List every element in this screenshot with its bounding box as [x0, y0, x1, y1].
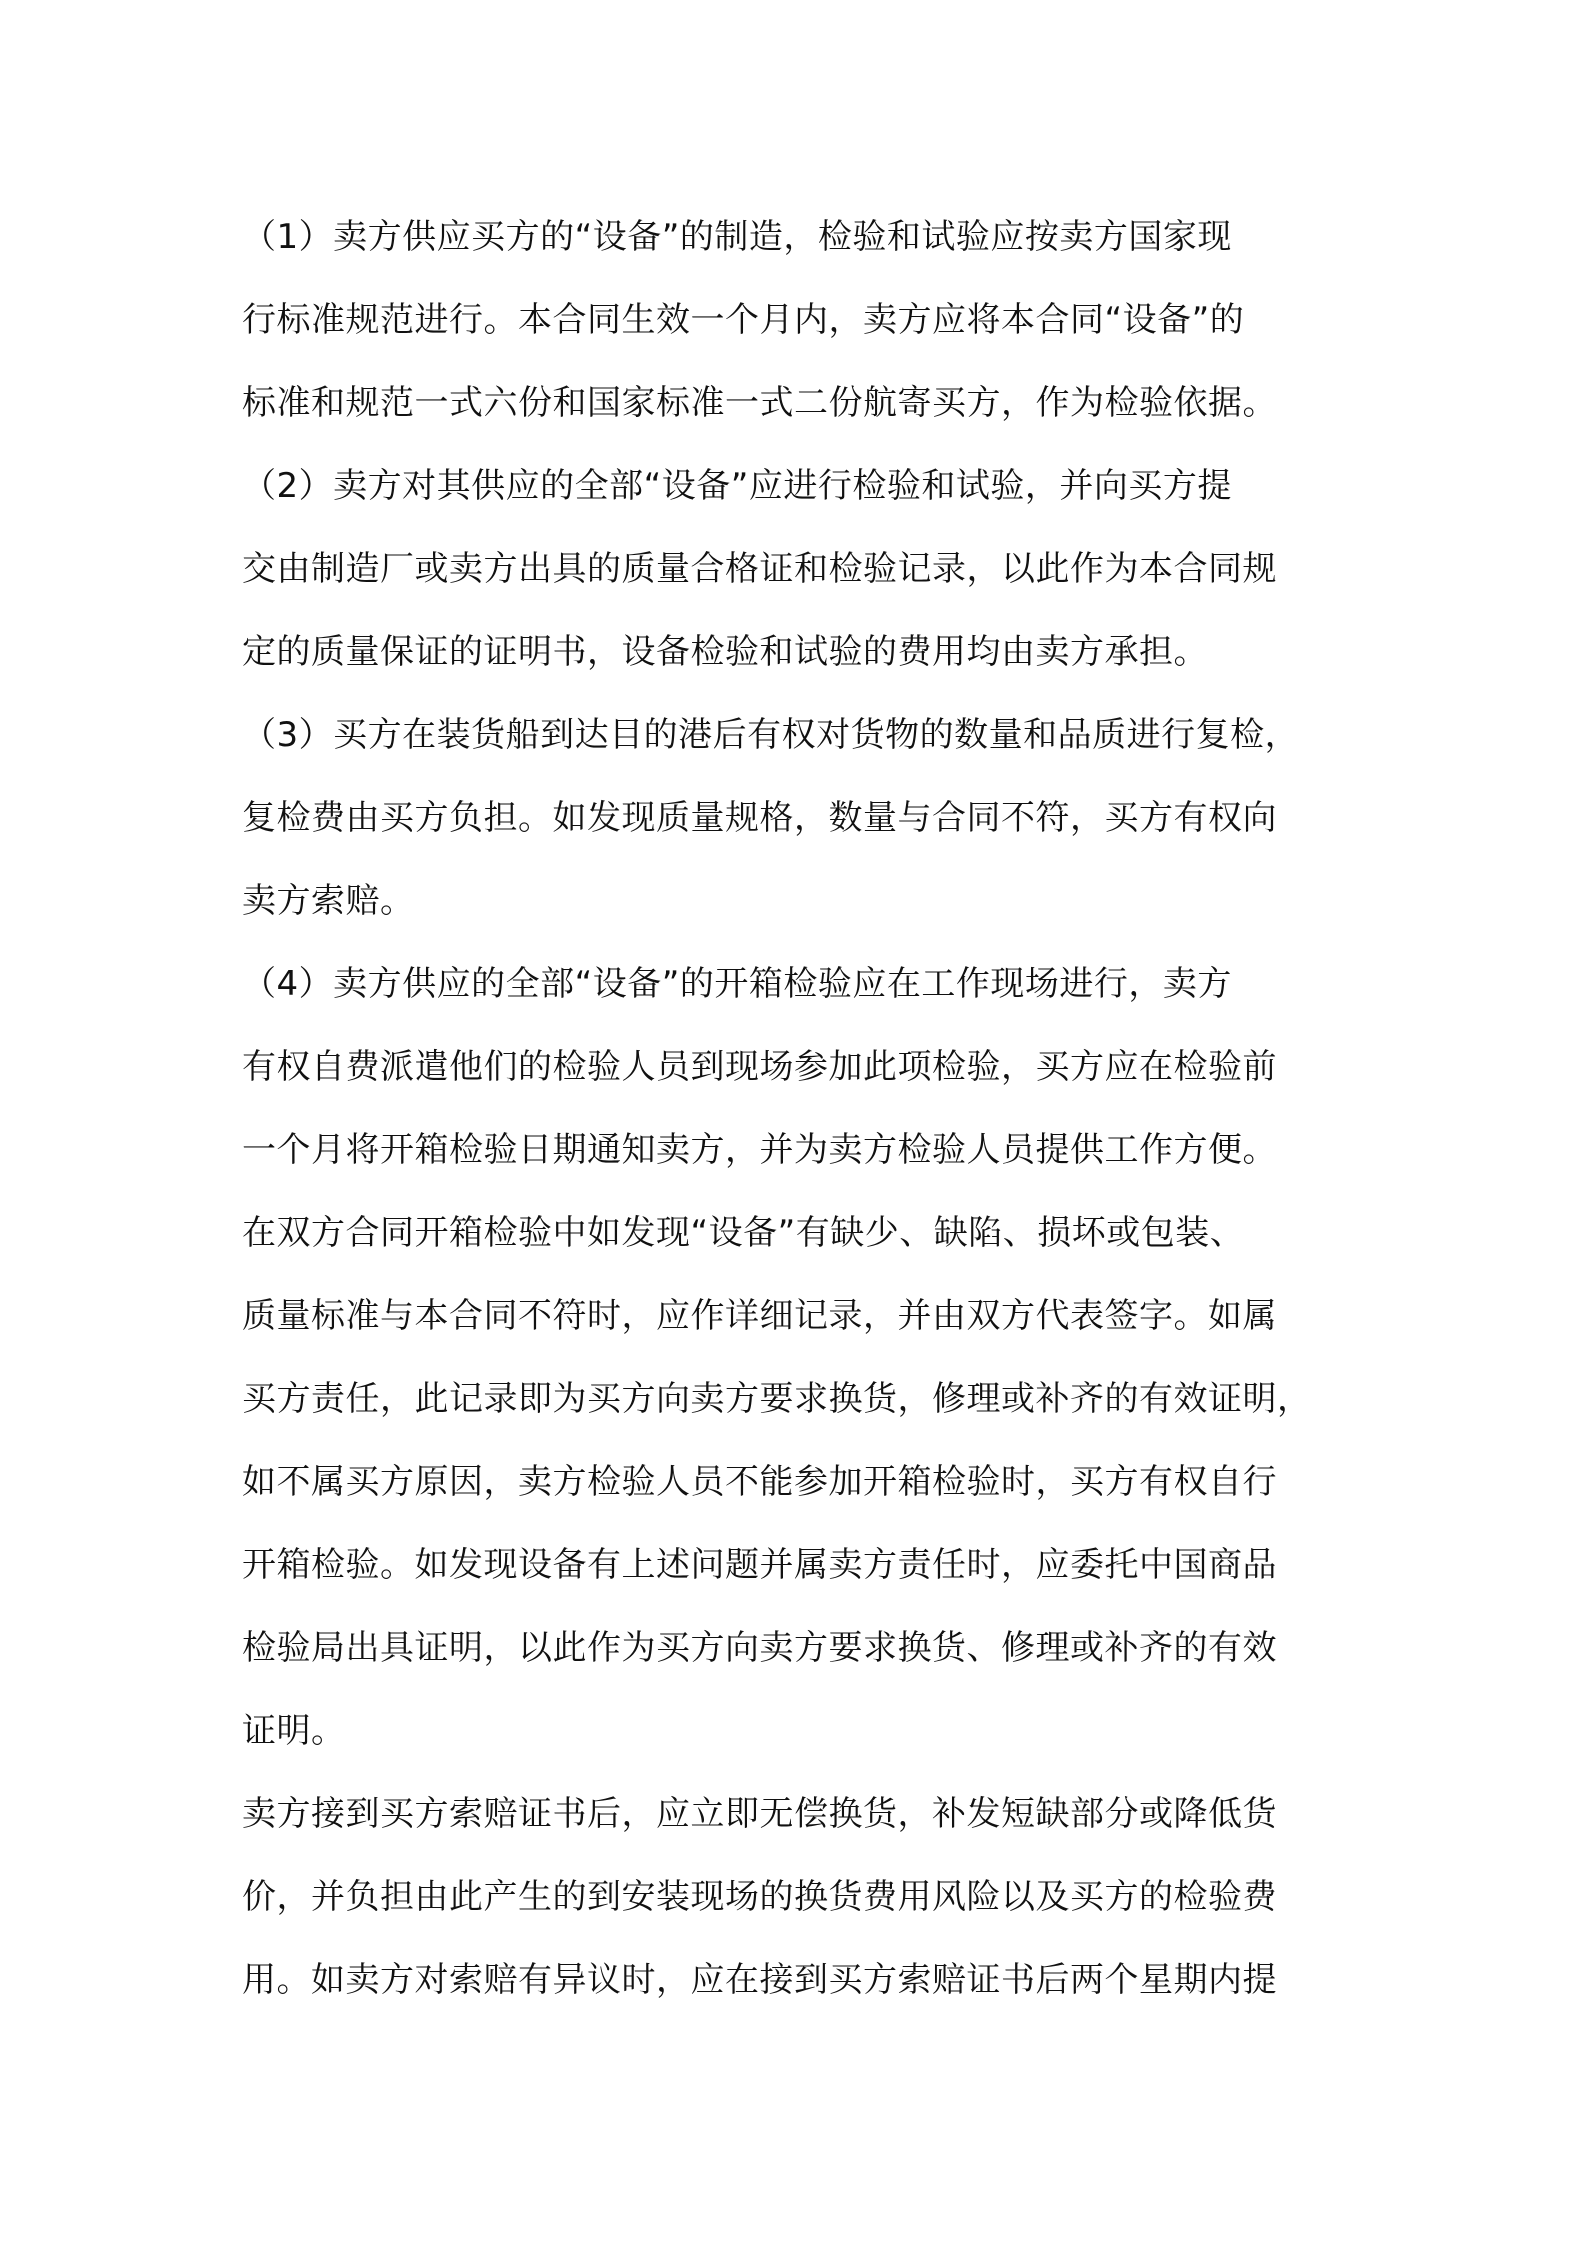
text-line: 交由制造厂或卖方出具的质量合格证和检验记录，以此作为本合同规 — [242, 549, 1277, 589]
text-line: 检验局出具证明，以此作为买方向卖方要求换货、修理或补齐的有效 — [242, 1628, 1277, 1668]
text-line: 开箱检验。如发现设备有上述问题并属卖方责任时，应委托中国商品 — [242, 1545, 1277, 1585]
text-line: （2）卖方对其供应的全部“设备”应进行检验和试验，并向买方提 — [242, 466, 1232, 506]
text-line: 行标准规范进行。本合同生效一个月内，卖方应将本合同“设备”的 — [242, 300, 1245, 340]
text-line: 卖方索赔。 — [242, 881, 415, 921]
text-line: 如不属买方原因，卖方检验人员不能参加开箱检验时，买方有权自行 — [242, 1462, 1277, 1502]
text-line: （1）卖方供应买方的“设备”的制造，检验和试验应按卖方国家现 — [242, 217, 1232, 257]
text-line: 卖方接到买方索赔证书后，应立即无偿换货，补发短缺部分或降低货 — [242, 1794, 1277, 1834]
contract-text-body — [242, 196, 1362, 2022]
text-line: 买方责任，此记录即为买方向卖方要求换货，修理或补齐的有效证明， — [242, 1379, 1312, 1419]
text-line: 有权自费派遣他们的检验人员到现场参加此项检验，买方应在检验前 — [242, 1047, 1277, 1087]
text-line: 用。如卖方对索赔有异议时，应在接到买方索赔证书后两个星期内提 — [242, 1960, 1277, 2000]
text-line: 复检费由买方负担。如发现质量规格，数量与合同不符，买方有权向 — [242, 798, 1277, 838]
text-line: 标准和规范一式六份和国家标准一式二份航寄买方，作为检验依据。 — [242, 383, 1277, 423]
text-line: 质量标准与本合同不符时，应作详细记录，并由双方代表签字。如属 — [242, 1296, 1277, 1336]
text-line: 定的质量保证的证明书，设备检验和试验的费用均由卖方承担。 — [242, 632, 1208, 672]
text-line: 价，并负担由此产生的到安装现场的换货费用风险以及买方的检验费 — [242, 1877, 1277, 1917]
text-line: 一个月将开箱检验日期通知卖方，并为卖方检验人员提供工作方便。 — [242, 1130, 1277, 1170]
text-line: 证明。 — [242, 1711, 346, 1751]
text-line: 在双方合同开箱检验中如发现“设备”有缺少、缺陷、损坏或包装、 — [242, 1213, 1245, 1253]
text-line: （3）买方在装货船到达目的港后有权对货物的数量和品质进行复检， — [242, 715, 1300, 755]
text-line: （4）卖方供应的全部“设备”的开箱检验应在工作现场进行，卖方 — [242, 964, 1232, 1004]
